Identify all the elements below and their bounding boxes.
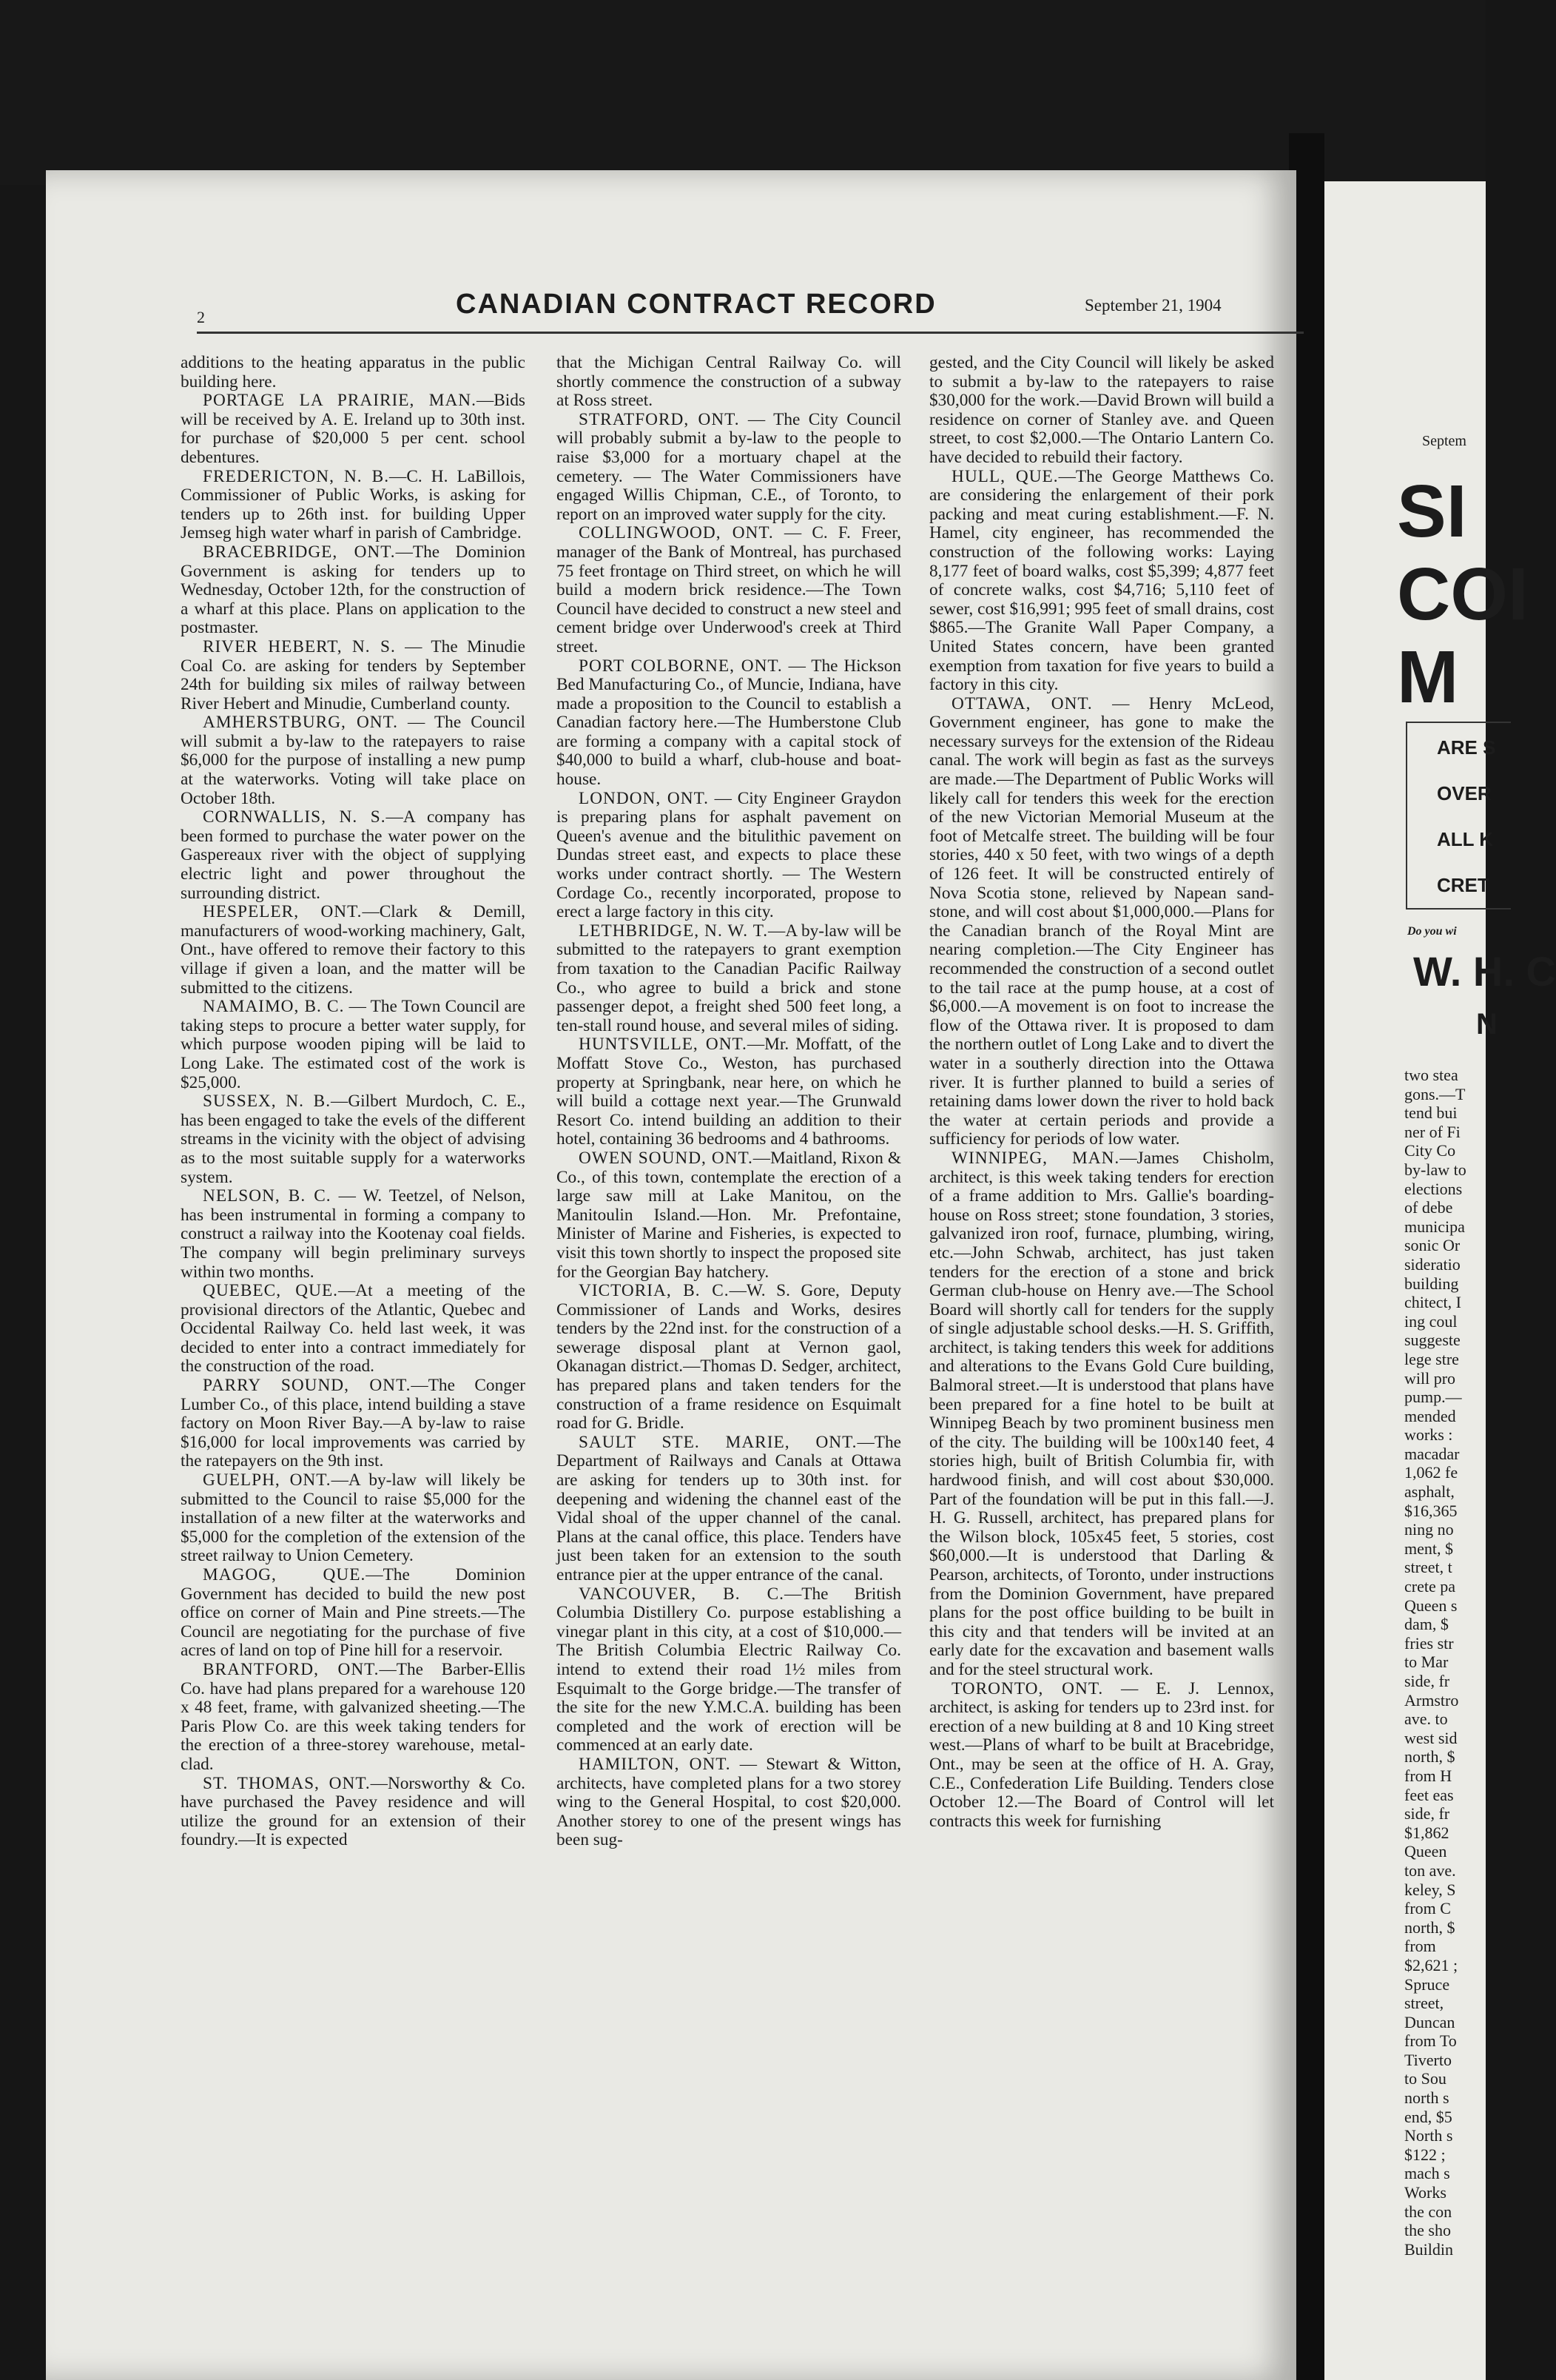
- right-column-line: street,: [1404, 1994, 1444, 2013]
- news-item: [556, 922, 901, 1036]
- news-item: [181, 354, 525, 391]
- news-item-text: additions to the heating apparatus in the public building here.: [181, 353, 525, 391]
- right-column-line: fries str: [1404, 1633, 1454, 1653]
- news-item: [556, 1433, 901, 1585]
- news-item-place: STRATFORD, ONT.: [579, 409, 740, 429]
- ad-box-line: ARE S: [1437, 736, 1496, 759]
- right-column-line: City Co: [1404, 1141, 1456, 1160]
- right-column-line: ner of Fi: [1404, 1122, 1461, 1141]
- right-column-line: will pro: [1404, 1368, 1456, 1388]
- right-column-line: street, t: [1404, 1558, 1452, 1577]
- news-item: [181, 468, 525, 543]
- ad-company-name: W. H. C: [1413, 948, 1556, 995]
- news-item: [181, 713, 525, 808]
- news-item-place: ST. THOMAS, ONT.: [203, 1773, 371, 1793]
- header-rule: [197, 332, 1304, 334]
- news-item-text: that the Michigan Central Railway Co. will shortly commence the construction of a subway at Ross street.: [556, 353, 901, 411]
- news-item: [556, 1755, 901, 1850]
- ad-box-line: OVER: [1437, 782, 1492, 804]
- news-item-text: — The City Council will probably submit a by-law to the people to raise $3,000 for a mortuary chapel at the cemetery. — The Water Commissioners have engaged Willis Chipman, C.E., of Toronto, to report on an improved water supply for the city.: [556, 409, 901, 524]
- news-item-text: —C. H. LaBillois, Commissioner of Public Works, is asking for tenders up to 26th inst. for building Upper Jemseg high water wharf in parish of Cambridge.: [181, 466, 525, 543]
- news-item-text: — C. F. Freer, manager of the Bank of Montreal, has purchased 75 feet frontage on Third street, on which he will build a modern brick residence.—The Town Council have decided to construct a new steel and cement bridge over Underwood's creek at Third street.: [556, 523, 901, 656]
- news-item: [181, 903, 525, 998]
- right-column-line: $1,862: [1404, 1823, 1449, 1842]
- news-item: [556, 411, 901, 525]
- news-item-text: gested, and the City Council will likely be asked to submit a by-law to the ratepayers to raise $30,000 for the work.—David Brown will build a residence on corner of Stanley ave. and Queen street, to cost $2,000.—The Ontario Lantern Co. have decided to rebuild their factory.: [929, 353, 1274, 467]
- news-item: [181, 1566, 525, 1661]
- news-item: [181, 1187, 525, 1282]
- right-column-line: the con: [1404, 2202, 1452, 2221]
- news-item: [181, 1471, 525, 1566]
- news-item-place: HULL, QUE.: [952, 466, 1059, 486]
- news-item-text: —Clark & Demill, manufacturers of wood-working machinery, Galt, Ont., have offered to remove their factory to this village if given a loan, and the matter will be submitted to the citizens.: [181, 902, 525, 998]
- news-item-place: PORT COLBORNE, ONT.: [579, 656, 783, 676]
- article-column-1: [181, 354, 525, 1850]
- right-page-fragment: [1324, 181, 1556, 2380]
- right-column-line: Duncan: [1404, 2012, 1455, 2031]
- news-item: [181, 998, 525, 1092]
- news-item-place: LONDON, ONT.: [579, 788, 709, 808]
- right-column-line: the sho: [1404, 2221, 1451, 2240]
- article-column-2: [556, 354, 901, 1850]
- right-page-headline: [1397, 470, 1529, 719]
- right-column-line: of debe: [1404, 1198, 1453, 1217]
- right-page-date: Septem: [1422, 433, 1466, 449]
- news-item: [181, 1775, 525, 1850]
- news-item-text: — The Hickson Bed Manufacturing Co., of Muncie, Indiana, have made a proposition to the Council to establish a Canadian factory here.—The Humberstone Club are forming a company with a capital stock of $40,000 to build a wharf, club-house and boat-house.: [556, 656, 901, 790]
- right-column-line: North s: [1404, 2126, 1453, 2145]
- news-item-text: —Gilbert Murdoch, C. E., has been engaged to take the evels of the different streams in the vicinity with the object of advising as to the most suitable supply for a waterworks system.: [181, 1092, 525, 1187]
- news-item-place: BRACEBRIDGE, ONT.: [203, 542, 396, 562]
- newspaper-title: CANADIAN CONTRACT RECORD: [456, 289, 937, 320]
- news-item-place: HUNTSVILLE, ONT.: [579, 1035, 747, 1055]
- news-item-place: COLLINGWOOD, ONT.: [579, 523, 774, 543]
- right-column-line: ment, $: [1404, 1539, 1453, 1558]
- right-column-line: Tiverto: [1404, 2050, 1452, 2069]
- right-column-line: crete pa: [1404, 1577, 1455, 1596]
- news-item: [556, 790, 901, 922]
- right-column-line: dam, $: [1404, 1615, 1449, 1634]
- right-column-line: to Mar: [1404, 1653, 1449, 1672]
- news-item-text: —W. S. Gore, Deputy Commissioner of Lands and Works, desires tenders by the 22nd inst. for the construction of a sewerage disposal plant at Vernon gaol, Okanagan district.—Thomas D. Sedger, architect, has prepared plans and taken tenders for the construction of a frame residence on Esquimalt road for G. Bridle.: [556, 1281, 902, 1433]
- news-item: [181, 1376, 525, 1471]
- news-item: [181, 638, 525, 713]
- news-item-place: FREDERICTON, N. B.: [203, 466, 390, 486]
- right-column-line: from To: [1404, 2031, 1457, 2051]
- right-column-line: to Sou: [1404, 2069, 1446, 2088]
- news-item: [929, 695, 1274, 1149]
- right-column-line: north, $: [1404, 1917, 1455, 1937]
- right-column-line: pump.—: [1404, 1388, 1462, 1407]
- right-column-line: Works: [1404, 2183, 1446, 2202]
- news-item: [929, 468, 1274, 695]
- right-column-line: building: [1404, 1274, 1459, 1293]
- news-item-text: — Stewart & Witton, architects, have completed plans for a two storey wing to the General Hospital, to cost $20,000. Another storey to one of the present wings has been sug-: [556, 1754, 901, 1850]
- right-column-line: north s: [1404, 2088, 1449, 2108]
- right-column-line: north, $: [1404, 1747, 1455, 1766]
- news-item-text: —James Chisholm, architect, is this week taking tenders for erection of a frame addition to Mrs. Gallie's boarding-house on Ross street; stone foundation, 3 stories, galvanized iron roof, furnace, plumbing, wiring, etc.—John Schwab, architect, has just taken tenders for the erection of a stone and brick German club-house on Henry ave.—The School Board will shortly call for tenders for the supply of single adjustable school desks.—H. S. Griffith, architect, is taking tenders this week for additions and alterations to the Evans Gold Cure building, Balmoral street.—It is understood that plans have been prepared for a fine hotel to be built at Winnipeg Beach by two prominent business men of the city. The building will be 100x140 feet, 4 stories high, built of British Columbia fir, with hardwood finish, and will cost about $30,000. Part of the foundation will be put in this fall.—J. H. G. Russell, architect, has prepared plans for the Wilson block, 105x45 feet, 5 stories, cost $60,000.—It is understood that Darling & Pearson, architects, of Toronto, under instructions from the Dominion Government, have prepared plans for the post office building to be built in this city and that tenders will be invited at an early date for the excavation and basement walls and for the steel structural work.: [929, 1148, 1274, 1679]
- news-item: [181, 391, 525, 467]
- news-item: [556, 1585, 901, 1755]
- news-item: [556, 1149, 901, 1282]
- news-item-text: —Mr. Moffatt, of the Moffatt Stove Co., Weston, has purchased property at Springbank, near here, on which he will build a cottage next year.—The Grunwald Resort Co. intend building an addition to their hotel, containing 36 bedrooms and 4 bathrooms.: [556, 1035, 902, 1149]
- news-item: [181, 1282, 525, 1376]
- article-column-3: [929, 354, 1274, 1831]
- right-column-line: ton ave.: [1404, 1860, 1456, 1880]
- headline-line: COI: [1397, 553, 1529, 636]
- right-page-column: [1404, 1066, 1493, 2259]
- ad-company-subline: N: [1476, 1008, 1498, 1041]
- right-column-line: mach s: [1404, 2164, 1450, 2183]
- right-column-line: by-law to: [1404, 1160, 1466, 1179]
- news-item: [929, 1680, 1274, 1832]
- right-column-line: elections: [1404, 1179, 1463, 1198]
- news-item-text: —The George Matthews Co. are considering the enlargement of their pork packing and meat curing establishment.—F. N. Hamel, city engineer, has recommended the construction of the following works: Laying 8,177 feet of board walks, cost $5,399; 4,877 feet of concrete walks, cost $4,716; 5,110 feet of sewer, cost $16,991; 995 feet of small drains, cost $865.—The Granite Wall Paper Company, a United States concern, have been granted exemption from taxation for five years to build a factory in this city.: [929, 466, 1274, 695]
- right-column-line: municipa: [1404, 1217, 1465, 1236]
- news-item-text: —Norsworthy & Co. have purchased the Pavey residence and will utilize the ground for an extension of their foundry.—It is expected: [181, 1773, 525, 1850]
- news-item: [929, 1149, 1274, 1680]
- news-item-text: — The Town Council are taking steps to procure a better water supply, for which purpose wooden piping will be laid to Long Lake. The estimated cost of the work is $25,000.: [181, 997, 525, 1092]
- right-column-line: end, $5: [1404, 2107, 1452, 2126]
- scan-background: [0, 0, 1486, 185]
- right-column-line: 1,062 fe: [1404, 1463, 1458, 1482]
- news-item-text: —Bids will be received by A. E. Ireland up to 30th inst. for purchase of $20,000 5 per cent. school debentures.: [181, 391, 525, 467]
- news-item-text: —The Conger Lumber Co., of this place, intend building a stave factory on Moon River Bay.—A by-law to raise $16,000 for local improvements was carried by the ratepayers on the 9th inst.: [181, 1376, 525, 1471]
- news-item-place: SUSSEX, N. B.: [203, 1092, 331, 1112]
- right-column-line: ave. to: [1404, 1710, 1448, 1729]
- right-column-line: ning no: [1404, 1520, 1454, 1539]
- news-item-place: AMHERSTBURG, ONT.: [203, 713, 398, 733]
- right-column-line: sideratio: [1404, 1254, 1461, 1274]
- right-column-line: $2,621 ;: [1404, 1955, 1458, 1974]
- right-column-line: $16,365: [1404, 1501, 1458, 1520]
- news-item-text: — Henry McLeod, Government engineer, has gone to make the necessary surveys for the extension of the Rideau canal. The work will begin as fast as the surveys are made.—The Department of Public Works will likely call for tenders this week for the erection of the new Victorian Memorial Museum at the foot of Metcalfe street. The building will be four stories, 440 x 50 feet, with two wings of a depth of 126 feet. It will be constructed entirely of Nova Scotia stone, relieved by Napean sand-stone, and will cost about $1,000,000.—Plans for the Canadian branch of the Royal Mint are nearing completion.—The City Engineer has recommended the construction of a second outlet to the tail race at the pump house, at a cost of $6,000.—A movement is on foot to increase the flow of the Ottawa river. It is proposed to dam the northern outlet of Long Lake and to divert the water in a southerly direction into the Ottawa river. It is further planned to build a series of retaining dams lower down the river to hold back the water at certain periods and provide a sufficiency for periods of low water.: [929, 693, 1274, 1149]
- news-item-place: OTTAWA, ONT.: [952, 693, 1093, 713]
- news-item-place: CORNWALLIS, N. S.: [203, 807, 386, 827]
- right-column-line: west sid: [1404, 1728, 1458, 1747]
- news-item: [181, 1661, 525, 1775]
- news-item-place: RIVER HEBERT, N. S.: [203, 636, 396, 656]
- news-item-text: — E. J. Lennox, architect, is asking for tenders up to 23rd inst. for erection of a new building at 8 and 10 King street west.—Plans of wharf to be built at Bracebridge, Ont., may be seen at the office of H. A. Gray, C.E., Confederation Life Building. Tenders close October 12.—The Board of Control will let contracts this week for furnishing: [929, 1678, 1274, 1831]
- ad-box-line: ALL K: [1437, 828, 1494, 850]
- right-column-line: Spruce: [1404, 1974, 1450, 1994]
- news-item-text: —At a meeting of the provisional directors of the Atlantic, Quebec and Occidental Railway Co. held last week, it was decided to enter into a contract immediately for the construction of the road.: [181, 1281, 525, 1376]
- right-column-line: lege stre: [1404, 1349, 1459, 1368]
- news-item: [181, 543, 525, 638]
- right-column-line: from C: [1404, 1899, 1451, 1918]
- news-item: [556, 657, 901, 790]
- right-column-line: suggeste: [1404, 1331, 1461, 1350]
- right-column-line: side, fr: [1404, 1804, 1450, 1823]
- news-item-place: SAULT STE. MARIE, ONT.: [579, 1432, 858, 1452]
- right-column-line: from H: [1404, 1766, 1452, 1785]
- right-column-line: tend bui: [1404, 1103, 1458, 1123]
- right-column-line: from: [1404, 1937, 1436, 1956]
- news-item-text: —A company has been formed to purchase the water power on the Gaspereaux river with the object of supplying electric light and power throughout the surrounding district.: [181, 807, 525, 903]
- news-item-place: VICTORIA, B. C.: [579, 1281, 730, 1301]
- news-item: [556, 354, 901, 411]
- right-column-line: asphalt,: [1404, 1482, 1455, 1502]
- news-item-text: — W. Teetzel, of Nelson, has been instrumental in forming a company to construct a railway into the Kootenay coal fields. The company will begin preliminary surveys within two months.: [181, 1186, 525, 1282]
- right-page-ad-box: [1406, 722, 1511, 910]
- news-item-place: QUEBEC, QUE.: [203, 1281, 338, 1301]
- page-number: 2: [197, 308, 205, 326]
- news-item-place: PORTAGE LA PRAIRIE, MAN.: [203, 391, 476, 411]
- right-column-line: feet eas: [1404, 1785, 1454, 1804]
- news-item-text: —A by-law will likely be submitted to the Council to raise $5,000 for the installation of a new filter at the waterworks and $5,000 for the completion of the extension of the street railway to Union Cemetery.: [181, 1470, 525, 1566]
- issue-date: September 21, 1904: [1085, 296, 1222, 315]
- right-column-line: side, fr: [1404, 1672, 1450, 1690]
- right-column-line: Armstro: [1404, 1690, 1459, 1710]
- news-item: [929, 354, 1274, 468]
- news-item-place: VANCOUVER, B. C.: [579, 1584, 784, 1604]
- news-item: [556, 524, 901, 656]
- news-item-text: —The British Columbia Distillery Co. purpose establishing a vinegar plant in this city, at a cost of $10,000.—The British Columbia Electric Railway Co. intend to extend their road 1½ miles from Esquimalt to the Gorge bridge.—The transfer of the site for the new Y.M.C.A. building has been completed and the work of erection will be commenced at an early date.: [556, 1584, 901, 1755]
- right-column-line: Queen s: [1404, 1596, 1458, 1615]
- news-item-place: NELSON, B. C.: [203, 1186, 331, 1206]
- news-item: [556, 1282, 901, 1433]
- news-item-place: GUELPH, ONT.: [203, 1470, 331, 1490]
- right-column-line: chitect, I: [1404, 1293, 1461, 1312]
- right-column-line: $122 ;: [1404, 2145, 1446, 2164]
- news-item-text: — The Minudie Coal Co. are asking for tenders by September 24th for building six miles of railway between River Hebert and Minudie, Cumberland county.: [181, 636, 525, 713]
- news-item-text: —The Barber-Ellis Co. have had plans prepared for a warehouse 120 x 48 feet, frame, with galvanized sheeting.—The Paris Plow Co. are this week taking tenders for the erection of a three-storey warehouse, metal-clad.: [181, 1659, 525, 1774]
- right-column-line: ing coul: [1404, 1311, 1458, 1331]
- news-item-text: —The Dominion Government is asking for tenders up to Wednesday, October 12th, for the construction of a wharf at this place. Plans on application to the postmaster.: [181, 542, 525, 638]
- news-item: [181, 808, 525, 903]
- news-item-text: —Maitland, Rixon & Co., of this town, contemplate the erection of a large saw mill at Lake Manitou, on the Manitoulin Island.—Hon. Mr. Prefontaine, Minister of Marine and Fisheries, is expected to visit this town shortly to inspect the proposed site for the Georgian Bay hatchery.: [556, 1148, 901, 1282]
- right-column-line: mended: [1404, 1406, 1456, 1425]
- right-column-line: two stea: [1404, 1066, 1458, 1084]
- headline-line: M: [1397, 636, 1459, 719]
- right-column-line: sonic Or: [1404, 1236, 1461, 1255]
- news-item-text: — The Council will submit a by-law to the ratepayers to raise $6,000 for the purpose of installing a new pump at the waterworks. Voting will take place on October 18th.: [181, 713, 525, 808]
- news-item-text: —A by-law will be submitted to the ratepayers to grant exemption from taxation to the Canadian Pacific Railway Co., who agree to build a brick and stone passenger depot, a freight shed 500 feet long, a ten-stall round house, and several miles of siding.: [556, 921, 901, 1035]
- right-column-line: gons.—T: [1404, 1084, 1466, 1103]
- news-item-place: NAMAIMO, B. C.: [203, 997, 345, 1017]
- news-item-place: OWEN SOUND, ONT.: [579, 1148, 753, 1168]
- news-item-place: TORONTO, ONT.: [952, 1678, 1104, 1698]
- news-item-place: WINNIPEG, MAN.: [952, 1148, 1120, 1168]
- right-column-line: Queen: [1404, 1842, 1447, 1861]
- right-column-line: works :: [1404, 1425, 1453, 1445]
- news-item-place: BRANTFORD, ONT.: [203, 1659, 380, 1679]
- headline-line: SI: [1397, 470, 1467, 553]
- news-item-place: HESPELER, ONT.: [203, 902, 363, 922]
- news-item-text: —The Department of Railways and Canals at Ottawa are asking for tenders up to 30th inst. for deepening and widening the channel east of the Vidal shoal of the upper channel of the canal. Plans at the canal office, this place. Tenders have just been taken for an extension to the south entrance pier at the upper entrance of the canal.: [556, 1432, 901, 1584]
- ad-box-line: CRET: [1437, 874, 1489, 896]
- news-item-place: LETHBRIDGE, N. W. T.: [579, 921, 769, 941]
- right-column-line: macadar: [1404, 1444, 1460, 1463]
- right-column-line: keley, S: [1404, 1880, 1456, 1899]
- news-item-place: MAGOG, QUE.: [203, 1565, 366, 1584]
- right-column-line: Buildin: [1404, 2239, 1454, 2259]
- news-item-text: — City Engineer Graydon is preparing plans for asphalt pavement on Queen's avenue and the bitulithic pavement on Dundas street east, and expects to place these works under contract shortly. — The Western Cordage Co., recently incorporated, propose to erect a large factory in this city.: [556, 788, 901, 922]
- news-item-place: PARRY SOUND, ONT.: [203, 1376, 411, 1396]
- news-item: [556, 1035, 901, 1149]
- news-item-place: HAMILTON, ONT.: [579, 1754, 731, 1774]
- news-item-text: —The Dominion Government has decided to build the new post office on corner of Main and Pine streets.—The Council are negotiating for the purchase of five acres of land on top of Pine hill for a reservoir.: [181, 1565, 525, 1661]
- news-item: [181, 1092, 525, 1187]
- ad-tagline: Do you wi: [1407, 925, 1457, 938]
